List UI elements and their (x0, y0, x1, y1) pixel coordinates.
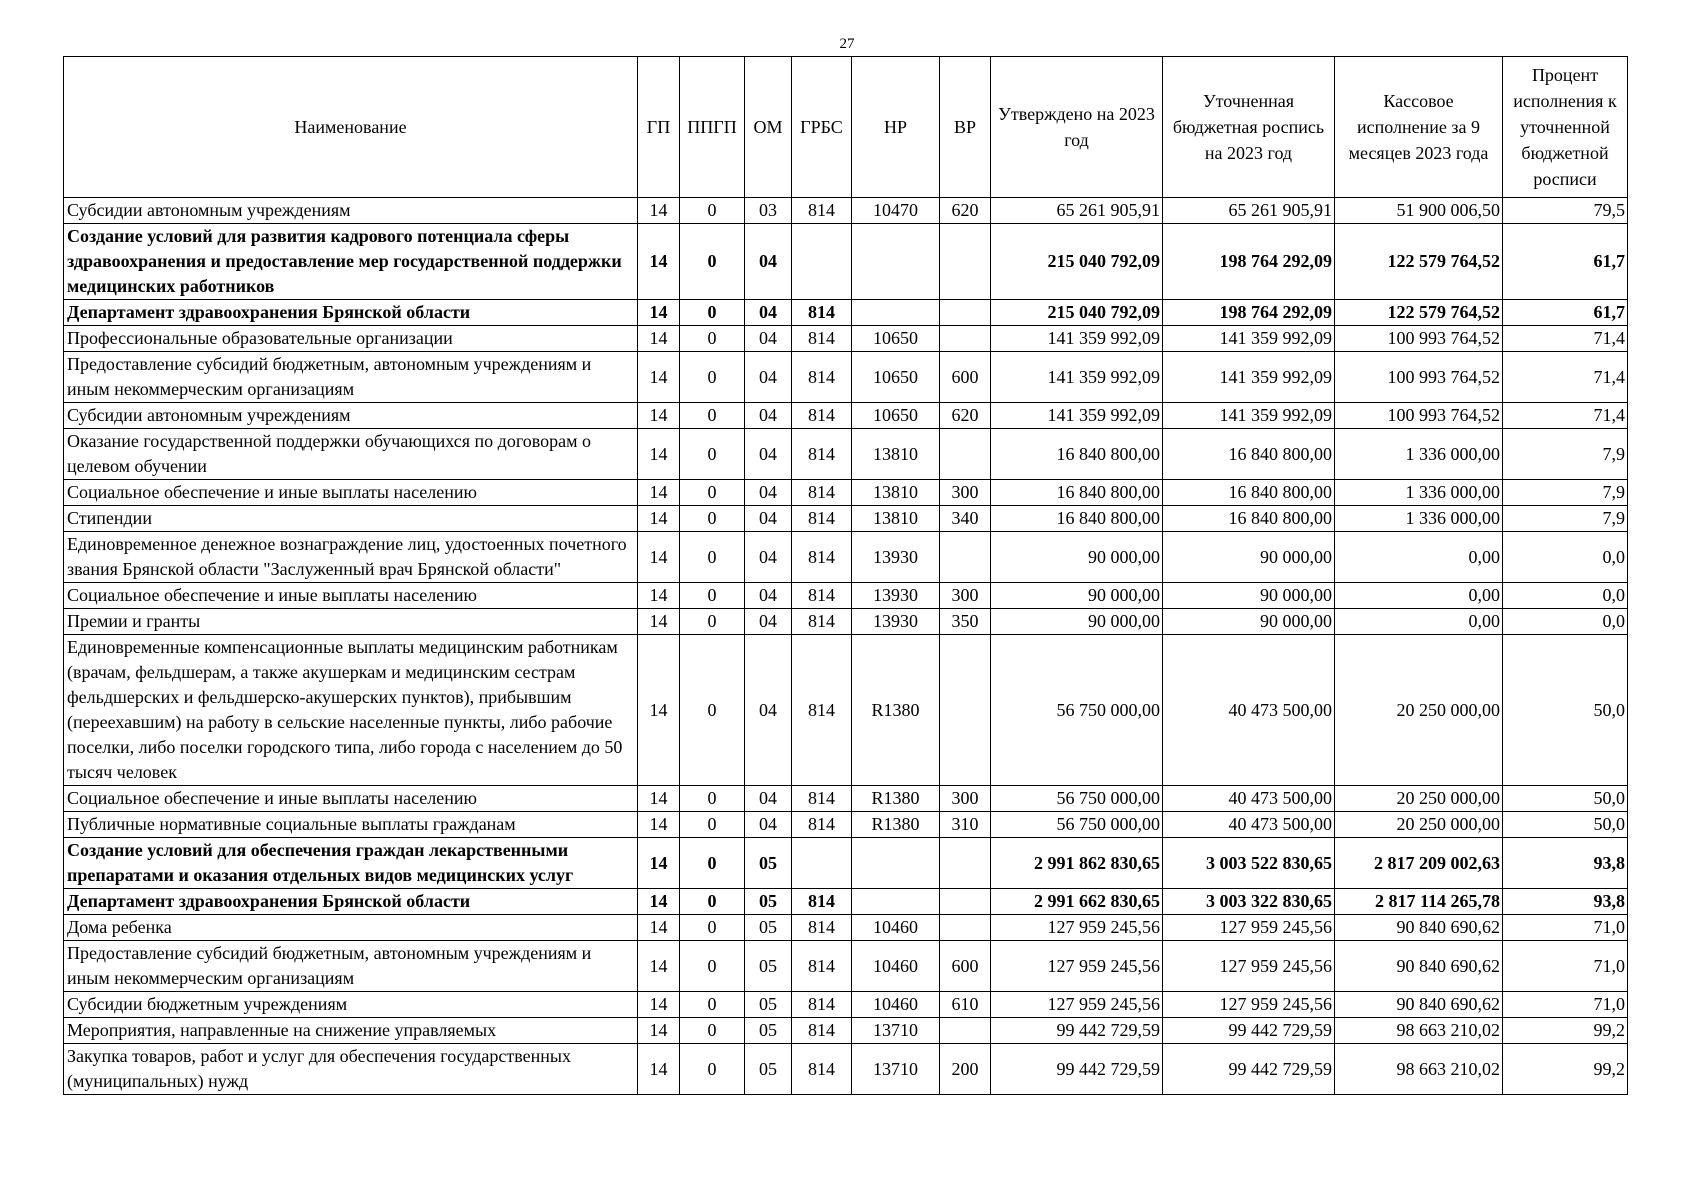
cell-name: Профессиональные образовательные организации (64, 326, 638, 352)
cell-vr: 300 (940, 786, 991, 812)
cell-gp: 14 (638, 300, 680, 326)
cell-approved: 16 840 800,00 (991, 480, 1163, 506)
cell-name: Предоставление субсидий бюджетным, автономным учреждениям и иным некоммерческим организациям (64, 352, 638, 403)
cell-om: 05 (745, 889, 792, 915)
cell-om: 04 (745, 224, 792, 300)
cell-approved: 141 359 992,09 (991, 403, 1163, 429)
cell-grbs: 814 (792, 609, 852, 635)
cell-refined: 141 359 992,09 (1163, 352, 1335, 403)
cell-cash: 51 900 006,50 (1335, 198, 1503, 224)
table-row (64, 403, 1628, 429)
cell-percent: 50,0 (1503, 635, 1628, 786)
cell-refined: 90 000,00 (1163, 532, 1335, 583)
cell-grbs: 814 (792, 532, 852, 583)
cell-om: 04 (745, 326, 792, 352)
cell-approved: 16 840 800,00 (991, 429, 1163, 480)
table-body (64, 198, 1628, 1095)
cell-gp: 14 (638, 480, 680, 506)
cell-name: Единовременное денежное вознаграждение лиц, удостоенных почетного звания Брянской области "Заслуженный врач Брянской области" (64, 532, 638, 583)
cell-grbs (792, 224, 852, 300)
table-row (64, 326, 1628, 352)
cell-percent: 50,0 (1503, 786, 1628, 812)
cell-grbs: 814 (792, 352, 852, 403)
table-row (64, 300, 1628, 326)
cell-refined: 40 473 500,00 (1163, 635, 1335, 786)
cell-cash: 20 250 000,00 (1335, 786, 1503, 812)
cell-name: Субсидии бюджетным учреждениям (64, 992, 638, 1018)
cell-percent: 71,0 (1503, 992, 1628, 1018)
cell-name: Субсидии автономным учреждениям (64, 403, 638, 429)
cell-approved: 56 750 000,00 (991, 812, 1163, 838)
cell-grbs: 814 (792, 583, 852, 609)
cell-grbs: 814 (792, 1018, 852, 1044)
cell-vr: 620 (940, 198, 991, 224)
table-row (64, 1018, 1628, 1044)
cell-nr: 13810 (852, 429, 940, 480)
table-row (64, 812, 1628, 838)
cell-approved: 141 359 992,09 (991, 326, 1163, 352)
cell-om: 04 (745, 609, 792, 635)
cell-om: 03 (745, 198, 792, 224)
cell-approved: 141 359 992,09 (991, 352, 1163, 403)
cell-percent: 93,8 (1503, 889, 1628, 915)
header-approved: Утверждено на 2023 год (991, 57, 1163, 198)
cell-approved: 99 442 729,59 (991, 1018, 1163, 1044)
cell-gp: 14 (638, 1018, 680, 1044)
cell-ppgp: 0 (680, 480, 745, 506)
cell-percent: 50,0 (1503, 812, 1628, 838)
cell-name: Мероприятия, направленные на снижение управляемых (64, 1018, 638, 1044)
cell-ppgp: 0 (680, 838, 745, 889)
cell-om: 04 (745, 403, 792, 429)
cell-cash: 2 817 114 265,78 (1335, 889, 1503, 915)
cell-nr: R1380 (852, 635, 940, 786)
cell-percent: 71,4 (1503, 352, 1628, 403)
cell-om: 04 (745, 300, 792, 326)
cell-ppgp: 0 (680, 224, 745, 300)
header-vr: ВР (940, 57, 991, 198)
cell-name: Предоставление субсидий бюджетным, автономным учреждениям и иным некоммерческим организациям (64, 941, 638, 992)
table-row (64, 635, 1628, 786)
cell-percent: 71,0 (1503, 915, 1628, 941)
cell-name: Социальное обеспечение и иные выплаты населению (64, 480, 638, 506)
cell-cash: 100 993 764,52 (1335, 403, 1503, 429)
cell-vr (940, 915, 991, 941)
cell-om: 04 (745, 429, 792, 480)
cell-cash: 1 336 000,00 (1335, 480, 1503, 506)
cell-om: 05 (745, 992, 792, 1018)
cell-approved: 90 000,00 (991, 609, 1163, 635)
cell-grbs: 814 (792, 786, 852, 812)
cell-gp: 14 (638, 812, 680, 838)
cell-gp: 14 (638, 609, 680, 635)
cell-om: 05 (745, 1044, 792, 1095)
cell-vr (940, 300, 991, 326)
cell-approved: 127 959 245,56 (991, 992, 1163, 1018)
cell-grbs: 814 (792, 300, 852, 326)
cell-ppgp: 0 (680, 326, 745, 352)
cell-vr: 350 (940, 609, 991, 635)
cell-refined: 141 359 992,09 (1163, 326, 1335, 352)
cell-refined: 127 959 245,56 (1163, 941, 1335, 992)
cell-cash: 100 993 764,52 (1335, 326, 1503, 352)
cell-ppgp: 0 (680, 992, 745, 1018)
cell-cash: 90 840 690,62 (1335, 915, 1503, 941)
cell-refined: 65 261 905,91 (1163, 198, 1335, 224)
cell-nr (852, 838, 940, 889)
table-row (64, 224, 1628, 300)
cell-ppgp: 0 (680, 635, 745, 786)
cell-vr: 600 (940, 941, 991, 992)
cell-nr: 13930 (852, 532, 940, 583)
cell-percent: 71,4 (1503, 403, 1628, 429)
cell-cash: 20 250 000,00 (1335, 812, 1503, 838)
cell-percent: 0,0 (1503, 583, 1628, 609)
cell-gp: 14 (638, 198, 680, 224)
table-row (64, 992, 1628, 1018)
cell-gp: 14 (638, 1044, 680, 1095)
table-row (64, 480, 1628, 506)
cell-refined: 40 473 500,00 (1163, 812, 1335, 838)
cell-om: 05 (745, 1018, 792, 1044)
cell-vr: 300 (940, 480, 991, 506)
cell-om: 04 (745, 532, 792, 583)
cell-name: Социальное обеспечение и иные выплаты населению (64, 786, 638, 812)
cell-om: 04 (745, 786, 792, 812)
cell-om: 05 (745, 838, 792, 889)
cell-approved: 215 040 792,09 (991, 300, 1163, 326)
cell-ppgp: 0 (680, 1044, 745, 1095)
cell-refined: 90 000,00 (1163, 583, 1335, 609)
header-refined: Уточненная бюджетная роспись на 2023 год (1163, 57, 1335, 198)
cell-ppgp: 0 (680, 532, 745, 583)
cell-refined: 90 000,00 (1163, 609, 1335, 635)
cell-grbs: 814 (792, 635, 852, 786)
cell-refined: 141 359 992,09 (1163, 403, 1335, 429)
cell-om: 04 (745, 583, 792, 609)
cell-nr: 13930 (852, 609, 940, 635)
cell-percent: 7,9 (1503, 480, 1628, 506)
cell-nr: 13710 (852, 1018, 940, 1044)
table-row (64, 583, 1628, 609)
cell-percent: 0,0 (1503, 532, 1628, 583)
table-row (64, 506, 1628, 532)
cell-ppgp: 0 (680, 609, 745, 635)
cell-approved: 215 040 792,09 (991, 224, 1163, 300)
cell-vr: 620 (940, 403, 991, 429)
cell-cash: 1 336 000,00 (1335, 506, 1503, 532)
cell-vr (940, 429, 991, 480)
cell-gp: 14 (638, 506, 680, 532)
table-row (64, 915, 1628, 941)
cell-vr (940, 224, 991, 300)
cell-approved: 56 750 000,00 (991, 786, 1163, 812)
cell-percent: 99,2 (1503, 1018, 1628, 1044)
cell-gp: 14 (638, 635, 680, 786)
cell-ppgp: 0 (680, 429, 745, 480)
cell-vr (940, 889, 991, 915)
cell-percent: 7,9 (1503, 506, 1628, 532)
cell-grbs: 814 (792, 198, 852, 224)
cell-refined: 3 003 522 830,65 (1163, 838, 1335, 889)
cell-approved: 127 959 245,56 (991, 915, 1163, 941)
cell-name: Социальное обеспечение и иные выплаты населению (64, 583, 638, 609)
cell-name: Стипендии (64, 506, 638, 532)
cell-nr: R1380 (852, 812, 940, 838)
cell-percent: 71,0 (1503, 941, 1628, 992)
cell-approved: 90 000,00 (991, 583, 1163, 609)
cell-refined: 198 764 292,09 (1163, 300, 1335, 326)
cell-percent: 79,5 (1503, 198, 1628, 224)
cell-name: Дома ребенка (64, 915, 638, 941)
cell-name: Единовременные компенсационные выплаты медицинским работникам (врачам, фельдшерам, а также акушеркам и медицинским сестрам фельдшерских и фельдшерско-акушерских пунктов), прибывшим (переехавшим) на работу в сельские населенные пункты, либо рабочие поселки, либо поселки городского типа, либо города с населением до 50 тысяч человек (64, 635, 638, 786)
cell-cash: 90 840 690,62 (1335, 992, 1503, 1018)
cell-gp: 14 (638, 326, 680, 352)
cell-name: Премии и гранты (64, 609, 638, 635)
cell-grbs: 814 (792, 992, 852, 1018)
cell-cash: 98 663 210,02 (1335, 1044, 1503, 1095)
cell-vr: 610 (940, 992, 991, 1018)
cell-om: 04 (745, 506, 792, 532)
cell-nr (852, 889, 940, 915)
cell-nr: 10650 (852, 326, 940, 352)
cell-ppgp: 0 (680, 506, 745, 532)
cell-om: 04 (745, 812, 792, 838)
cell-grbs: 814 (792, 941, 852, 992)
cell-gp: 14 (638, 583, 680, 609)
cell-gp: 14 (638, 992, 680, 1018)
cell-cash: 122 579 764,52 (1335, 300, 1503, 326)
cell-grbs: 814 (792, 326, 852, 352)
cell-gp: 14 (638, 352, 680, 403)
cell-vr (940, 1018, 991, 1044)
cell-gp: 14 (638, 889, 680, 915)
cell-grbs: 814 (792, 812, 852, 838)
table-row (64, 532, 1628, 583)
cell-refined: 16 840 800,00 (1163, 429, 1335, 480)
cell-nr: 10460 (852, 915, 940, 941)
table-row (64, 352, 1628, 403)
cell-om: 05 (745, 915, 792, 941)
cell-ppgp: 0 (680, 889, 745, 915)
cell-percent: 93,8 (1503, 838, 1628, 889)
cell-nr: 10650 (852, 352, 940, 403)
cell-ppgp: 0 (680, 403, 745, 429)
cell-ppgp: 0 (680, 352, 745, 403)
cell-om: 04 (745, 480, 792, 506)
cell-refined: 3 003 322 830,65 (1163, 889, 1335, 915)
cell-name: Департамент здравоохранения Брянской области (64, 889, 638, 915)
cell-vr (940, 326, 991, 352)
cell-grbs: 814 (792, 429, 852, 480)
cell-ppgp: 0 (680, 300, 745, 326)
cell-vr: 340 (940, 506, 991, 532)
header-ppgp: ППГП (680, 57, 745, 198)
page-number: 27 (839, 36, 855, 52)
table-row (64, 198, 1628, 224)
cell-refined: 99 442 729,59 (1163, 1044, 1335, 1095)
header-cash: Кассовое исполнение за 9 месяцев 2023 года (1335, 57, 1503, 198)
cell-vr: 300 (940, 583, 991, 609)
cell-nr: 10470 (852, 198, 940, 224)
table-row (64, 838, 1628, 889)
cell-gp: 14 (638, 224, 680, 300)
cell-ppgp: 0 (680, 583, 745, 609)
cell-vr: 310 (940, 812, 991, 838)
cell-cash: 1 336 000,00 (1335, 429, 1503, 480)
cell-refined: 40 473 500,00 (1163, 786, 1335, 812)
cell-om: 04 (745, 352, 792, 403)
cell-gp: 14 (638, 941, 680, 992)
cell-approved: 16 840 800,00 (991, 506, 1163, 532)
cell-grbs (792, 838, 852, 889)
cell-percent: 7,9 (1503, 429, 1628, 480)
cell-name: Создание условий для обеспечения граждан лекарственными препаратами и оказания отдельных видов медицинских услуг (64, 838, 638, 889)
budget-table (63, 56, 1628, 1095)
cell-percent: 71,4 (1503, 326, 1628, 352)
cell-ppgp: 0 (680, 812, 745, 838)
cell-gp: 14 (638, 403, 680, 429)
table-row (64, 1044, 1628, 1095)
cell-vr: 200 (940, 1044, 991, 1095)
cell-nr: 13810 (852, 506, 940, 532)
cell-vr (940, 635, 991, 786)
cell-approved: 90 000,00 (991, 532, 1163, 583)
cell-approved: 2 991 862 830,65 (991, 838, 1163, 889)
cell-refined: 16 840 800,00 (1163, 480, 1335, 506)
cell-name: Департамент здравоохранения Брянской области (64, 300, 638, 326)
header-grbs: ГРБС (792, 57, 852, 198)
cell-refined: 99 442 729,59 (1163, 1018, 1335, 1044)
cell-ppgp: 0 (680, 1018, 745, 1044)
cell-approved: 56 750 000,00 (991, 635, 1163, 786)
table-row (64, 941, 1628, 992)
header-gp: ГП (638, 57, 680, 198)
cell-gp: 14 (638, 429, 680, 480)
cell-cash: 0,00 (1335, 583, 1503, 609)
cell-refined: 127 959 245,56 (1163, 915, 1335, 941)
cell-ppgp: 0 (680, 915, 745, 941)
cell-percent: 99,2 (1503, 1044, 1628, 1095)
cell-cash: 98 663 210,02 (1335, 1018, 1503, 1044)
cell-grbs: 814 (792, 480, 852, 506)
cell-gp: 14 (638, 838, 680, 889)
cell-refined: 16 840 800,00 (1163, 506, 1335, 532)
cell-cash: 100 993 764,52 (1335, 352, 1503, 403)
cell-refined: 198 764 292,09 (1163, 224, 1335, 300)
header-om: ОМ (745, 57, 792, 198)
cell-percent: 0,0 (1503, 609, 1628, 635)
cell-nr: 10460 (852, 941, 940, 992)
cell-percent: 61,7 (1503, 300, 1628, 326)
cell-grbs: 814 (792, 506, 852, 532)
cell-ppgp: 0 (680, 941, 745, 992)
cell-percent: 61,7 (1503, 224, 1628, 300)
cell-om: 04 (745, 635, 792, 786)
cell-gp: 14 (638, 786, 680, 812)
header-name: Наименование (64, 57, 638, 198)
cell-approved: 65 261 905,91 (991, 198, 1163, 224)
cell-om: 05 (745, 941, 792, 992)
cell-cash: 0,00 (1335, 609, 1503, 635)
cell-name: Субсидии автономным учреждениям (64, 198, 638, 224)
cell-gp: 14 (638, 915, 680, 941)
cell-nr: 10650 (852, 403, 940, 429)
table-row (64, 786, 1628, 812)
cell-vr: 600 (940, 352, 991, 403)
table-row (64, 889, 1628, 915)
cell-grbs: 814 (792, 915, 852, 941)
cell-nr (852, 224, 940, 300)
cell-grbs: 814 (792, 403, 852, 429)
header-row (64, 57, 1628, 198)
cell-nr: 13930 (852, 583, 940, 609)
cell-vr (940, 838, 991, 889)
cell-cash: 2 817 209 002,63 (1335, 838, 1503, 889)
cell-cash: 0,00 (1335, 532, 1503, 583)
cell-ppgp: 0 (680, 198, 745, 224)
cell-approved: 99 442 729,59 (991, 1044, 1163, 1095)
cell-nr (852, 300, 940, 326)
cell-name: Оказание государственной поддержки обучающихся по договорам о целевом обучении (64, 429, 638, 480)
cell-gp: 14 (638, 532, 680, 583)
cell-grbs: 814 (792, 1044, 852, 1095)
cell-cash: 20 250 000,00 (1335, 635, 1503, 786)
cell-nr: 13810 (852, 480, 940, 506)
table-row (64, 429, 1628, 480)
cell-approved: 127 959 245,56 (991, 941, 1163, 992)
cell-grbs: 814 (792, 889, 852, 915)
cell-approved: 2 991 662 830,65 (991, 889, 1163, 915)
cell-name: Создание условий для развития кадрового потенциала сферы здравоохранения и предоставление мер государственной поддержки медицинских работников (64, 224, 638, 300)
header-nr: НР (852, 57, 940, 198)
cell-name: Закупка товаров, работ и услуг для обеспечения государственных (муниципальных) нужд (64, 1044, 638, 1095)
cell-refined: 127 959 245,56 (1163, 992, 1335, 1018)
cell-nr: 10460 (852, 992, 940, 1018)
cell-ppgp: 0 (680, 786, 745, 812)
cell-vr (940, 532, 991, 583)
cell-name: Публичные нормативные социальные выплаты гражданам (64, 812, 638, 838)
table-row (64, 609, 1628, 635)
header-percent: Процент исполнения к уточненной бюджетной росписи (1503, 57, 1628, 198)
cell-nr: 13710 (852, 1044, 940, 1095)
cell-cash: 90 840 690,62 (1335, 941, 1503, 992)
cell-cash: 122 579 764,52 (1335, 224, 1503, 300)
cell-nr: R1380 (852, 786, 940, 812)
